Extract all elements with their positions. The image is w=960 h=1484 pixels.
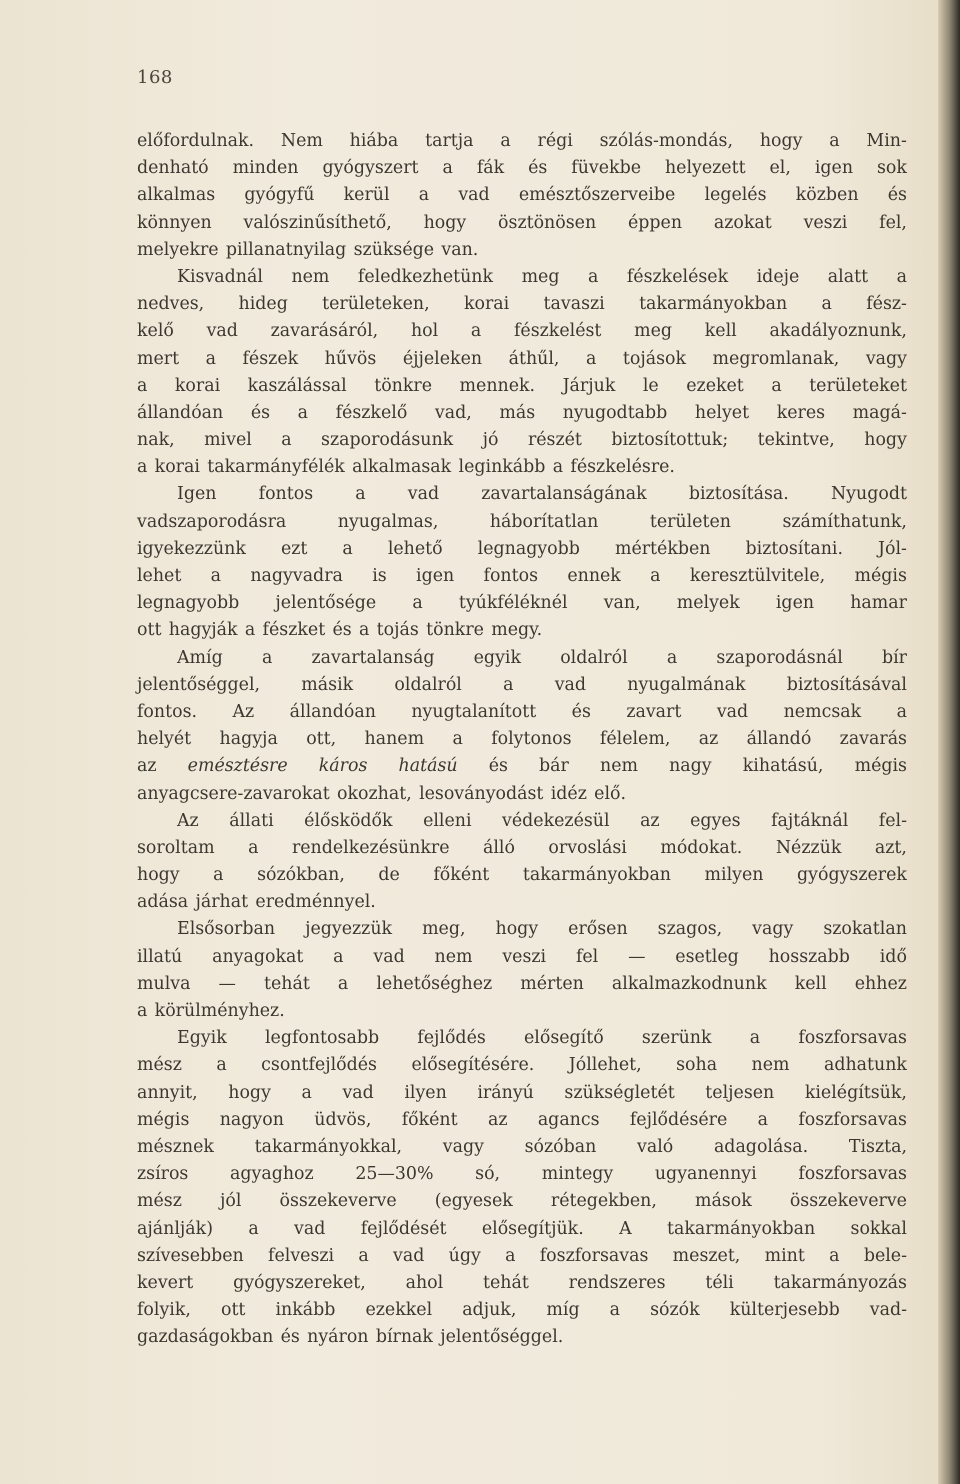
text-line: Egyik legfontosabb fejlődés elősegítő szerünk a foszforsavas [177, 1028, 907, 1049]
text-line: anyagcsere-zavarokat okozhat, lesoványodást idéz elő. [137, 783, 627, 804]
text-line: adása járhat eredménnyel. [137, 892, 376, 913]
page-number: 168 [137, 67, 173, 88]
text-line: mulva — tehát a lehetőséghez mérten alkalmazkodnunk kell ehhez [137, 973, 907, 994]
text-line: legnagyobb jelentősége a tyúkféléknél van, melyek igen hamar [137, 593, 907, 614]
text-line: mégis nagyon üdvös, főként az agancs fejlődésére a foszforsavas [137, 1109, 907, 1130]
text-line: Amíg a zavartalanság egyik oldalról a szaporodásnál bír [177, 647, 907, 668]
text-line: ajánlják) a vad fejlődését elősegítjük. A takarmányokban sokkal [137, 1218, 907, 1239]
text-line: szívesebben felveszi a vad úgy a foszforsavas meszet, mint a bele- [137, 1245, 907, 1266]
text-line: melyekre pillanatnyilag szüksége van. [137, 239, 479, 260]
text-line: gazdaságokban és nyáron bírnak jelentőséggel. [137, 1327, 564, 1348]
text-line: a körülményhez. [137, 1001, 285, 1021]
text-line: állandóan és a fészkelő vad, más nyugodtabb helyet keres magá- [137, 402, 907, 423]
text-line: kevert gyógyszereket, ahol tehát rendszeres téli takarmányozás [137, 1272, 907, 1293]
text-line: mésznek takarmányokkal, vagy sózóban való adagolása. Tiszta, [137, 1136, 907, 1157]
text-line: nak, mivel a szaporodásunk jó részét biztosítottuk; tekintve, hogy [137, 430, 907, 451]
text-line: Igen fontos a vad zavartalanságának biztosítása. Nyugodt [177, 484, 907, 505]
text-line: az emésztésre káros hatású és bár nem nagy kihatású, mégis [137, 756, 907, 777]
text-line: igyekezzünk ezt a lehető legnagyobb mértékben biztosítani. Jól- [137, 538, 907, 559]
text-line: annyit, hogy a vad ilyen irányú szükségletét teljesen kielégítsük, [137, 1082, 907, 1103]
text-line: fontos. Az állandóan nyugtalanított és zavart vad nemcsak a [137, 701, 907, 722]
text-line: nedves, hideg területeken, korai tavaszi takarmányokban a fész- [137, 294, 907, 315]
text-line: zsíros agyaghoz 25—30% só, mintegy ugyanennyi foszforsavas [137, 1164, 907, 1185]
text-line: a korai kaszálással tönkre mennek. Járjuk le ezeket a területeket [137, 375, 907, 396]
text-line: lehet a nagyvadra is igen fontos ennek a keresztülvitele, mégis [137, 566, 907, 586]
text-line: alkalmas gyógyfű kerül a vad emésztőszerveibe legelés közben és [137, 185, 907, 206]
text-line: Elsősorban jegyezzük meg, hogy erősen szagos, vagy szokatlan [177, 919, 907, 940]
text-line: folyik, ott inkább ezekkel adjuk, míg a sózók külterjesebb vad- [137, 1300, 907, 1321]
text-line: vadszaporodásra nyugalmas, háborítatlan területen számíthatunk, [137, 511, 907, 532]
body-text [137, 128, 907, 1351]
text-line: soroltam a rendelkezésünkre álló orvoslási módokat. Nézzük azt, [137, 837, 907, 858]
text-line: a korai takarmányfélék alkalmasak leginkább a fészkelésre. [137, 457, 675, 478]
text-line: jelentőséggel, másik oldalról a vad nyugalmának biztosításával [137, 674, 907, 695]
text-line: kelő vad zavarásáról, hol a fészkelést meg kell akadályoznunk, [137, 321, 907, 342]
text-line: mert a fészek hűvös éjjeleken áthűl, a tojások megromlanak, vagy [137, 348, 907, 369]
text-line: helyét hagyja ott, hanem a folytonos félelem, az állandó zavarás [137, 729, 907, 750]
text-line: könnyen valószinűsíthető, hogy ösztönösen éppen azokat veszi fel, [137, 212, 907, 233]
text-line: ott hagyják a fészket és a tojás tönkre megy. [137, 620, 543, 641]
text-line: Kisvadnál nem feledkezhetünk meg a fészkelések ideje alatt a [177, 266, 907, 287]
text-line: Az állati élősködők elleni védekezésül az egyes fajtáknál fel- [177, 810, 907, 831]
text-line: hogy a sózókban, de főként takarmányokban milyen gyógyszerek [137, 865, 907, 886]
text-line: illatú anyagokat a vad nem veszi fel — esetleg hosszabb idő [137, 946, 907, 967]
text-line: mész jól összekeverve (egyesek rétegekben, mások összekeverve [137, 1191, 907, 1212]
text-line: denható minden gyógyszert a fák és füvekbe helyezett el, igen sok [137, 158, 907, 179]
text-line: mész a csontfejlődés elősegítésére. Jóllehet, soha nem adhatunk [137, 1055, 907, 1076]
text-line: előfordulnak. Nem hiába tartja a régi szólás-mondás, hogy a Min- [137, 131, 907, 151]
page-edge-shadow [938, 0, 960, 1484]
